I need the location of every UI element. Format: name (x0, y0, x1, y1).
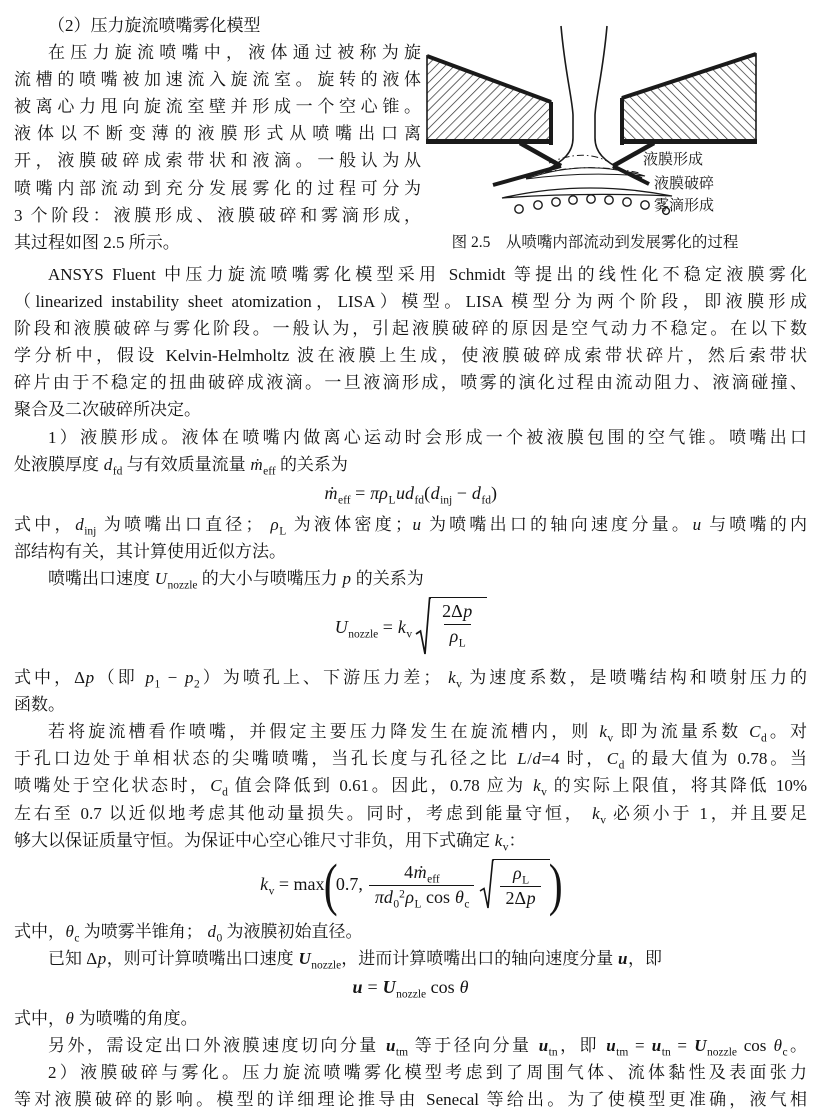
fraction (437, 601, 478, 650)
math-token: p (85, 668, 95, 688)
math-token: v (541, 786, 547, 799)
math-token: θ (459, 976, 469, 997)
denominator (444, 624, 471, 650)
math-token: u (352, 976, 363, 997)
text-line: （linearized instability sheet atomization，LISA）模型。LISA 模型分为两个阶段，即液膜形成 (14, 292, 807, 312)
formula-axial-velocity: $u = U_{nozzle}$ cos θ (352, 976, 469, 1001)
text-line: 被离心力甩向旋流室壁并形成一个空心锥。 (14, 97, 421, 117)
denominator: $\pi d_0^2\rho_L$ $\cos \theta_c$ (369, 885, 474, 908)
text-line: 喷嘴内部流动到充分发展雾化的过程可分为 (14, 178, 421, 198)
math-token: d (532, 749, 541, 769)
math-token: tn (548, 1046, 558, 1059)
numerator: 4ṁ$_{eff}$ (404, 861, 440, 886)
math-token: fd (414, 494, 425, 507)
math-token: L (517, 749, 527, 769)
text-line: 式中，$d_{inj}$ 为喷嘴出口直径； $\rho_L$ 为液体密度；u 为喷嘴出口的轴向速度分量。u 与喷嘴的内 (14, 514, 808, 538)
text-line: 阶段和液膜破碎与雾化阶段。一般认为，引起液膜破碎的原因是空气动力不稳定。在以下数 (14, 319, 807, 339)
text-line: ANSYS Fluent 中压力旋流喷嘴雾化模型采用 Schmidt 等提出的线性化不稳定液膜雾化 (48, 265, 807, 284)
math-token: d (75, 514, 84, 534)
figure-caption: 图 2.5 从喷嘴内部流动到发展雾化的过程 (451, 234, 739, 251)
math-token: v (406, 628, 413, 641)
math-token: πd (374, 886, 393, 907)
math-token: θ (65, 921, 74, 941)
droplet (569, 196, 577, 204)
text-line: 3 个阶段：液膜形成、液膜破碎和雾滴形成， (14, 205, 421, 225)
math-token: C (749, 722, 761, 742)
math-token: θ (65, 1008, 74, 1028)
math-token: v (456, 678, 462, 691)
text-line: 部结构有关，其计算使用近似方法。 (14, 541, 286, 561)
math-token: v (607, 732, 614, 745)
math-token: u (385, 1035, 396, 1055)
text-line: 开，液膜破碎成索带状和液滴。一般认为从 (14, 151, 421, 171)
math-token: u (606, 1035, 616, 1055)
math-token: tm (616, 1046, 629, 1059)
math-token: k (592, 803, 600, 823)
sqrt-radical-icon (415, 597, 431, 657)
math-token: tn (661, 1046, 671, 1059)
math-token: u (692, 514, 702, 534)
droplet (641, 201, 649, 209)
text-line: 液体以不断变薄的液膜形式从喷嘴出口离 (14, 124, 421, 144)
fraction (369, 861, 474, 911)
math-token: d (103, 454, 113, 474)
text-line: 另外，需设定出口外液膜速度切向分量 $u_{tm}$ 等于径向分量 $u_{tn}$，即 $u_{tm} = u_{tn} = U_{nozzle}$ $\cos \theta_c$。 (48, 1035, 808, 1059)
droplet (587, 195, 595, 203)
section-heading: （2）压力旋流喷嘴雾化模型 (48, 16, 261, 35)
math-token: L (458, 637, 466, 650)
math-token: k (599, 722, 607, 742)
text-line: 喷嘴出口速度 $U_{nozzle}$ 的大小与喷嘴压力 p 的关系为 (48, 568, 424, 592)
math-token: eff (338, 494, 351, 507)
math-token: ρ (512, 862, 522, 883)
text-line: 于孔口边处于单相状态的尖嘴喷嘴，当孔长度与孔径之比 L/d=4 时，$C_d$ 的最大值为 0.78。当 (14, 749, 808, 772)
math-token: u (651, 1035, 662, 1055)
figure-label-sheet-breakup: 液膜破碎 (654, 176, 715, 192)
math-token: ρ (405, 886, 414, 907)
math-token: nozzle (167, 579, 198, 592)
math-token: tm (395, 1046, 409, 1059)
math-token: ṁ (250, 454, 263, 474)
paragraph-velocity-coefficient (14, 718, 807, 1059)
math-token: nozzle (311, 959, 342, 972)
text-line: 碎片由于不稳定的扭曲破碎成液滴。一旦液滴形成，喷雾的演化过程由流动阻力、液滴碰撞、 (14, 373, 807, 393)
math-token: nozzle (348, 628, 379, 641)
math-token: v (600, 814, 606, 826)
math-token: C (606, 749, 619, 769)
droplet (623, 198, 631, 206)
math-token: u (617, 948, 628, 968)
math-token: U (334, 616, 348, 637)
figure-2-5 (421, 12, 811, 261)
text-line: 左右至 0.7 以近似地考虑其他动量损失。同时，考虑到能量守恒， $k_v$ 必须小于 1，并且要足 (14, 803, 808, 826)
math-token: eff (263, 465, 276, 478)
text-line: 2）液膜破碎与雾化。压力旋流喷嘴雾化模型考虑到了周围气体、流体黏性及表面张力 (48, 1063, 807, 1083)
math-token: d (430, 482, 440, 503)
square-root (415, 597, 487, 657)
numerator (507, 863, 534, 886)
math-token: d (471, 482, 481, 503)
text-line: 函数。 (14, 695, 65, 715)
figure-label-film-formation: 液膜形成 (643, 152, 704, 168)
math-token: 1 (154, 678, 161, 691)
math-token: L (414, 898, 422, 911)
math-token: U (382, 976, 396, 997)
math-token: πρ (370, 482, 388, 503)
text-line: 式中，$\theta_c$ 为喷雾半锥角； $d_0$ 为液膜初始直径。 (14, 921, 363, 945)
droplet (515, 205, 523, 213)
math-token: 2 (399, 888, 405, 901)
open-paren: ( (323, 852, 338, 918)
radicand (430, 597, 487, 650)
math-token: inj (84, 525, 97, 538)
text-line: 流槽的喷嘴被加速流入旋流室。旋转的液体 (14, 70, 421, 90)
text-line: 式中，Δp（即 $p_1 - p_2$）为喷孔上、下游压力差； $k_v$ 为速度系数，是喷嘴结构和喷射压力的 (14, 668, 808, 691)
math-token: p (97, 948, 107, 968)
math-token: L (279, 525, 287, 538)
text-line: 等对液膜破碎的影响。模型的详细理论推导由 Senecal 等给出。为了使模型更准确，液气相 (14, 1090, 807, 1110)
math-token: c (74, 932, 80, 945)
math-token: ṁ (413, 861, 427, 882)
numerator: 2Δp (442, 601, 473, 622)
math-token: p (184, 668, 194, 688)
math-token: k (494, 830, 503, 850)
text-line: 1）液膜形成。液体在喷嘴内做离心运动时会形成一个被液膜包围的空气锥。喷嘴出口 (48, 427, 807, 447)
nozzle-atomization-diagram (425, 12, 811, 256)
formula-lhs: $U_{nozzle} = k_v$ (334, 616, 413, 641)
paragraph-lisa (14, 261, 807, 424)
math-token: fd (112, 465, 123, 478)
formula-mass-flow: ṁ$_{eff}$ = $\pi\rho_Lud_{fd}(d_{inj} - d_{fd})$ (324, 482, 497, 507)
math-token: k (260, 874, 269, 895)
math-token: k (533, 776, 541, 796)
math-token: inj (440, 494, 453, 507)
formula-velocity-coefficient (14, 852, 807, 918)
math-token: U (694, 1035, 707, 1055)
math-token: k (397, 616, 406, 637)
text-line: 已知 Δp，则可计算喷嘴出口速度 $U_{nozzle}$，进而计算喷嘴出口的轴向速度分量 u，即 (48, 948, 662, 972)
math-token: 0 (216, 932, 223, 945)
math-token: L (522, 874, 530, 887)
formula-nozzle-velocity (14, 597, 807, 657)
fraction (500, 863, 541, 909)
math-token: ṁ (324, 482, 338, 503)
math-token: d (207, 921, 216, 941)
math-token: θ (773, 1035, 782, 1055)
square-root (479, 859, 550, 911)
math-token: fd (481, 494, 491, 507)
math-token: p (342, 568, 352, 588)
nozzle-wall-left (426, 56, 561, 185)
math-token: L (388, 494, 396, 507)
top-section (14, 12, 807, 261)
math-token: v (268, 885, 275, 898)
math-token: c (782, 1046, 788, 1059)
formula-arg: 0.7, (335, 874, 368, 895)
math-token: θ (455, 886, 464, 907)
math-token: U (154, 568, 168, 588)
formula-lhs: $k_v = \max$ (260, 874, 325, 898)
math-token: 0 (393, 898, 400, 911)
math-token: ud (395, 482, 414, 503)
math-token: nozzle (396, 988, 427, 1001)
math-token: u (412, 514, 421, 534)
droplets-row (515, 195, 670, 215)
text-line: 喷嘴处于空化状态时，$C_d$ 值会降低到 0.61。因此，0.78 应为 $k_v$ 的实际上限值，将其降低 10% (14, 776, 808, 799)
text-line: 聚合及二次破碎所决定。 (14, 400, 201, 420)
text-line: 式中，θ 为喷嘴的角度。 (14, 1008, 198, 1028)
section-film-formation (14, 424, 807, 719)
math-token: v (502, 841, 509, 854)
text-line: 学分析中，假设 Kelvin-Helmholtz 波在液膜上生成，使液膜破碎成索带状碎片，然后索带状 (14, 346, 807, 366)
math-token: p (463, 601, 473, 622)
math-token: d (618, 759, 625, 772)
text-line: 够大以保证质量守恒。为保证中心空心锥尺寸非负，用下式确定 $k_v$： (14, 830, 526, 854)
math-token: U (298, 948, 311, 968)
math-token: c (464, 898, 470, 911)
droplet (534, 201, 542, 209)
math-token: nozzle (707, 1046, 738, 1059)
math-token: 2 (193, 678, 200, 691)
sqrt-radical-icon (479, 859, 494, 911)
droplet (605, 196, 613, 204)
section-sheet-breakup (14, 1059, 807, 1113)
text-line: 其过程如图 2.5 所示。 (14, 232, 180, 252)
close-paren: ) (548, 852, 563, 918)
text-line: 在压力旋流喷嘴中，液体通过被称为旋 (48, 43, 421, 63)
text-line: 若将旋流槽看作喷嘴，并假定主要压力降发生在旋流槽内，则 $k_v$ 即为流量系数 $C_d$。对 (48, 722, 808, 745)
intro-column (14, 12, 421, 261)
math-token: d (761, 732, 767, 745)
math-token: k (448, 668, 456, 688)
math-token: u (538, 1035, 549, 1055)
math-token: C (210, 776, 222, 796)
text-line: 处液膜厚度 $d_{fd}$ 与有效质量流量 ṁ$_{eff}$ 的关系为 (14, 454, 348, 478)
math-token: d (222, 786, 228, 799)
denominator: 2Δp (500, 886, 541, 909)
droplet (552, 198, 560, 206)
radicand (493, 859, 550, 909)
figure-label-droplet-formation: 雾滴形成 (654, 198, 715, 214)
math-token: ρ (270, 514, 279, 534)
math-token: p (526, 887, 536, 908)
math-token: p (145, 668, 155, 688)
math-token: ρ (449, 626, 459, 647)
math-token: eff (427, 873, 440, 886)
